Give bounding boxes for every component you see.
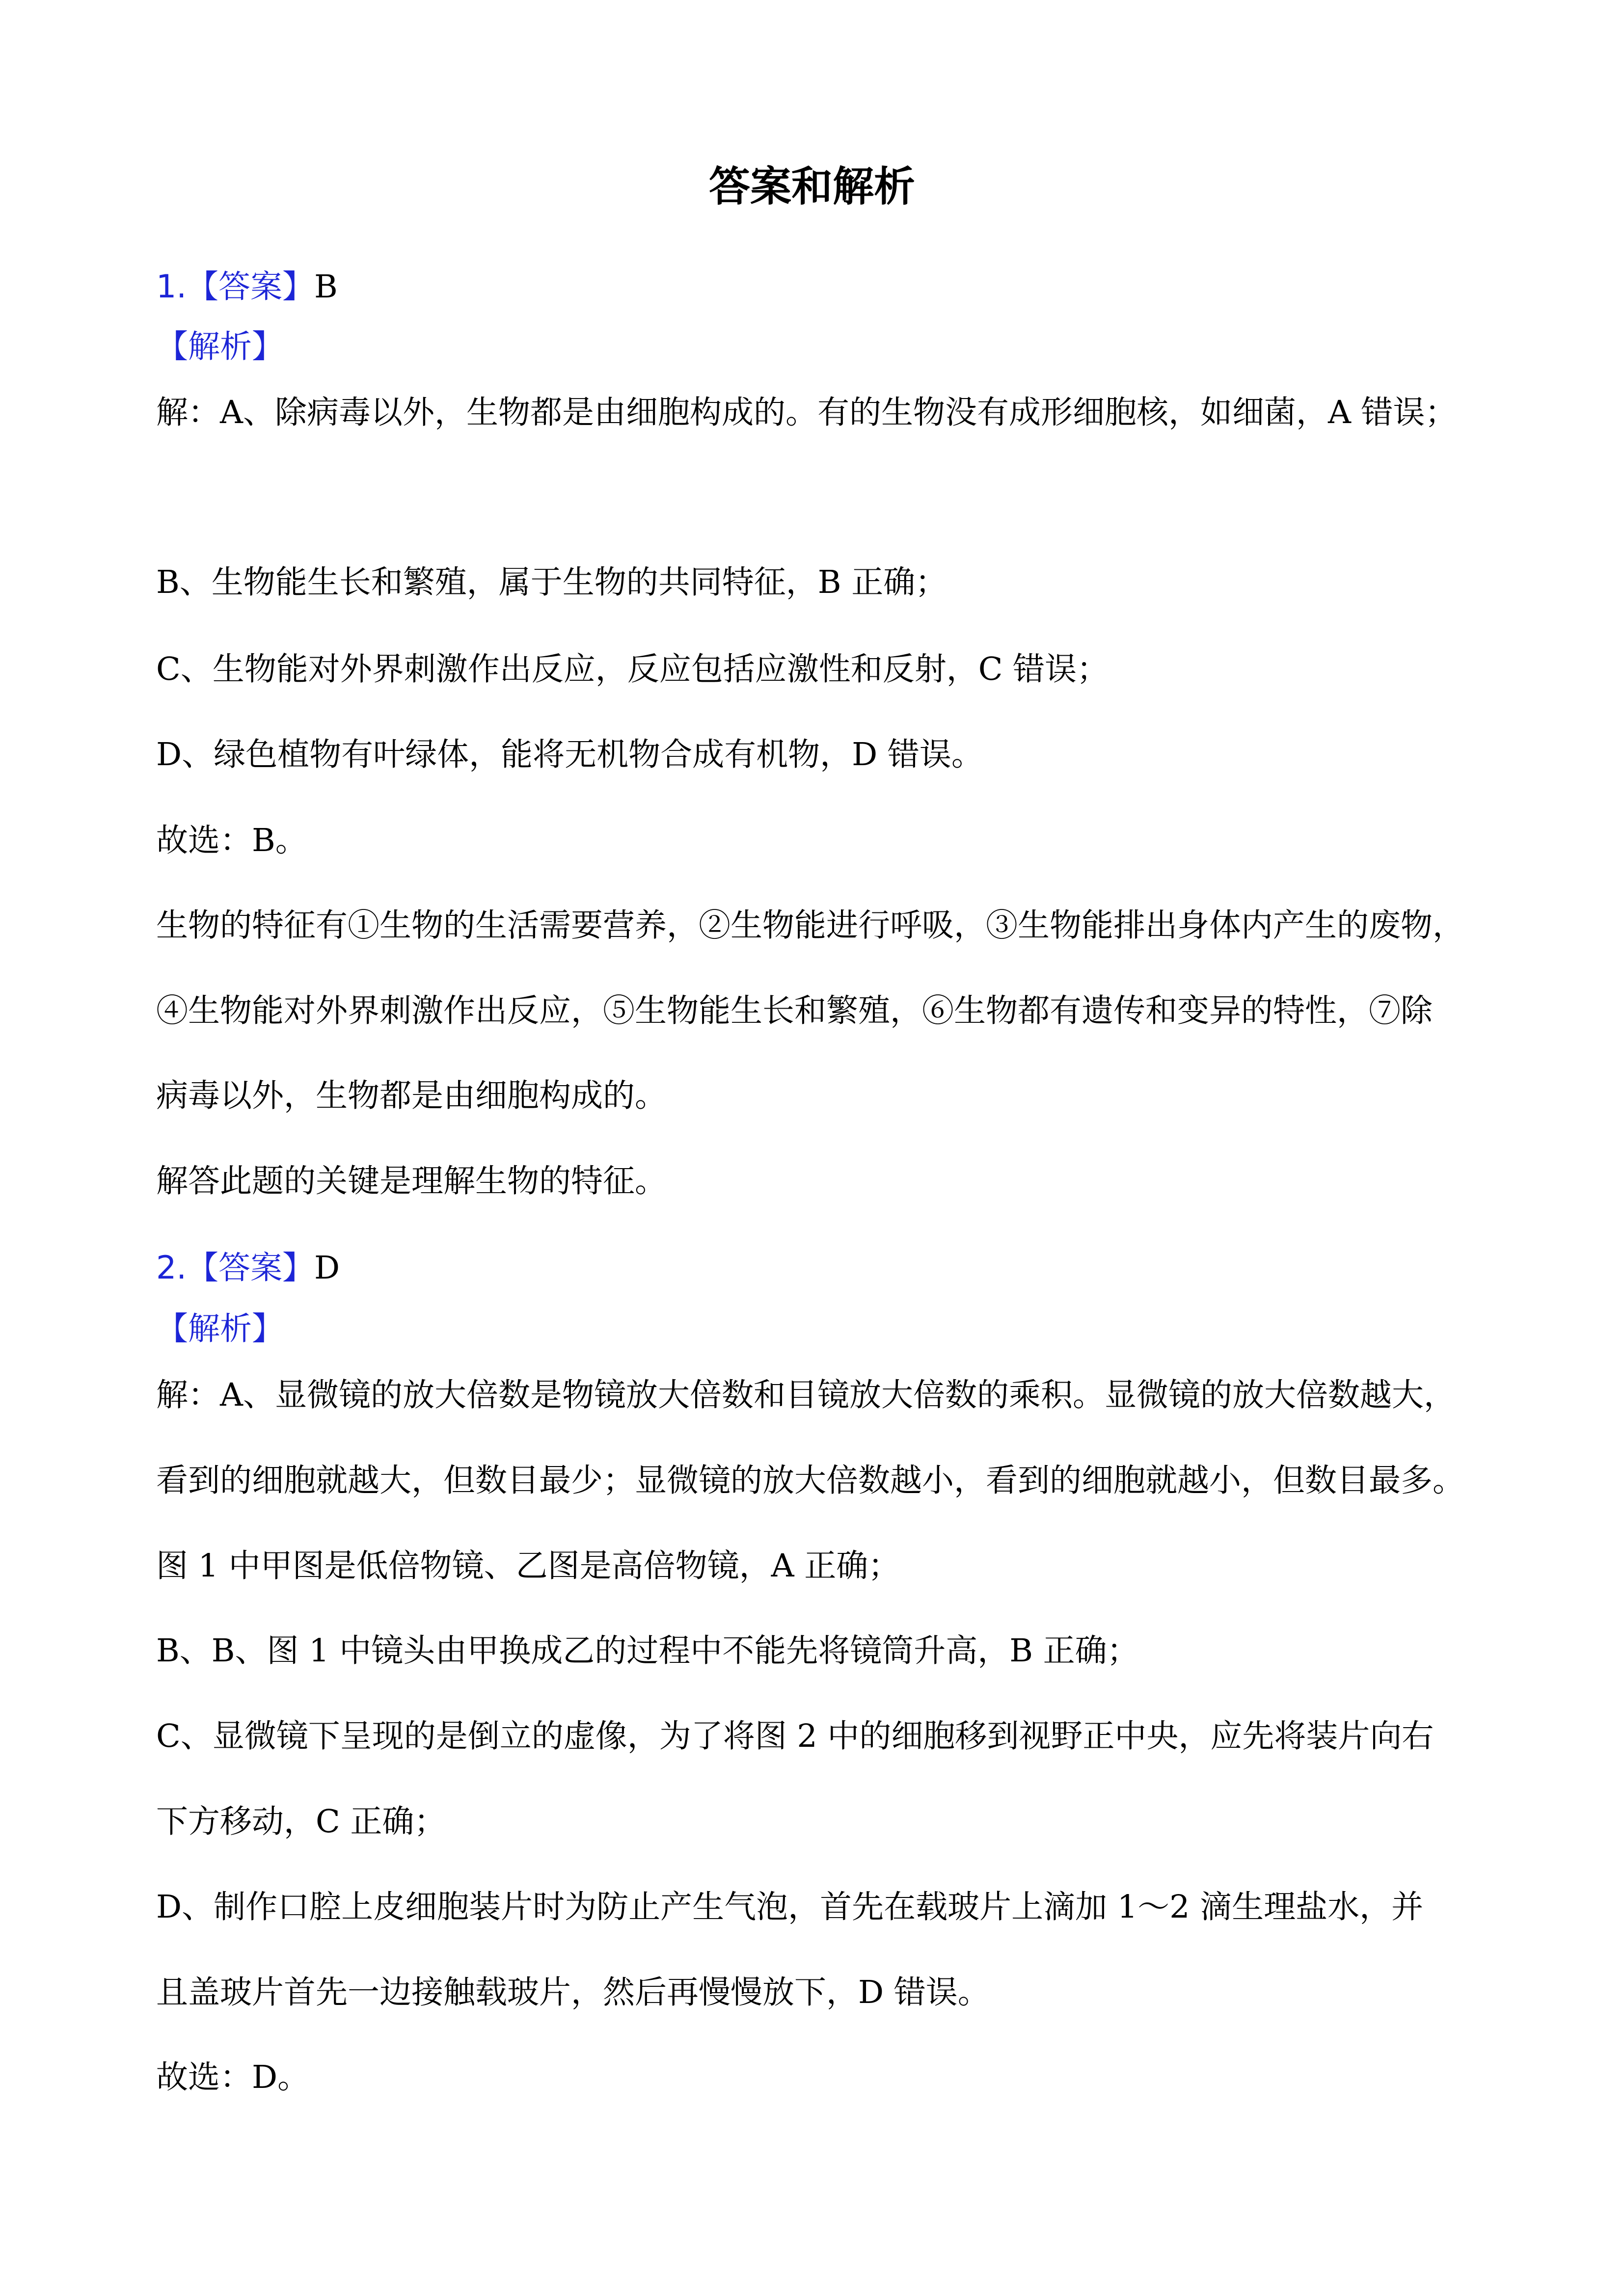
q2-answer-tag: 【答案】 [187, 1250, 315, 1286]
q1-answer: B [314, 268, 338, 305]
q2-line-5: C、显微镜下呈现的是倒立的虚像，为了将图 2 中的细胞移到视野正中央，应先将装片向右 [156, 1718, 1434, 1755]
q1-line-4: D、绿色植物有叶绿体，能将无机物合成有机物，D 错误。 [156, 736, 983, 773]
page-title: 答案和解析 [708, 162, 915, 211]
q1-line-8: 病毒以外，生物都是由细胞构成的。 [156, 1077, 667, 1114]
q1-number: 1. [156, 268, 187, 305]
q1-answer-tag: 【答案】 [187, 268, 315, 305]
q2-line-4: B、B、图 1 中镜头由甲换成乙的过程中不能先将镜筒升高，B 正确； [156, 1632, 1139, 1669]
q2-number: 2. [156, 1250, 187, 1286]
q2-line-3: 图 1 中甲图是低倍物镜、乙图是高倍物镜，A 正确； [156, 1548, 900, 1584]
q2-analysis-tag: 【解析】 [156, 1310, 284, 1347]
q1-line-3: C、生物能对外界刺激作出反应，反应包括应激性和反射，C 错误； [156, 651, 1109, 688]
q1-line-2: B、生物能生长和繁殖，属于生物的共同特征，B 正确； [156, 564, 947, 601]
q2-line-6: 下方移动，C 正确； [156, 1803, 446, 1840]
q2-line-9: 故选：D。 [156, 2059, 310, 2096]
q1-line-5: 故选：B。 [156, 822, 307, 859]
q2-answer: D [314, 1250, 340, 1286]
q2-line-7: D、制作口腔上皮细胞装片时为防止产生气泡，首先在载玻片上滴加 1～2 滴生理盐水，并 [156, 1889, 1424, 1925]
q1-analysis-tag: 【解析】 [156, 328, 284, 365]
q2-line-2: 看到的细胞就越大，但数目最少；显微镜的放大倍数越小，看到的细胞就越小，但数目最多。 [156, 1462, 1465, 1499]
q1-answer-line [156, 268, 338, 305]
q1-line-1: 解：A、除病毒以外，生物都是由细胞构成的。有的生物没有成形细胞核，如细菌，A 错误； [156, 394, 1457, 431]
q2-line-1: 解：A、显微镜的放大倍数是物镜放大倍数和目镜放大倍数的乘积。显微镜的放大倍数越大， [156, 1377, 1456, 1414]
q1-line-7: ④生物能对外界刺激作出反应，⑤生物能生长和繁殖，⑥生物都有遗传和变异的特性，⑦除 [156, 992, 1433, 1029]
q2-answer-line [156, 1252, 340, 1284]
q1-line-9: 解答此题的关键是理解生物的特征。 [156, 1163, 667, 1200]
q1-line-6: 生物的特征有①生物的生活需要营养，②生物能进行呼吸，③生物能排出身体内产生的废物， [156, 907, 1465, 944]
q2-line-8: 且盖玻片首先一边接触载玻片，然后再慢慢放下，D 错误。 [156, 1974, 990, 2011]
